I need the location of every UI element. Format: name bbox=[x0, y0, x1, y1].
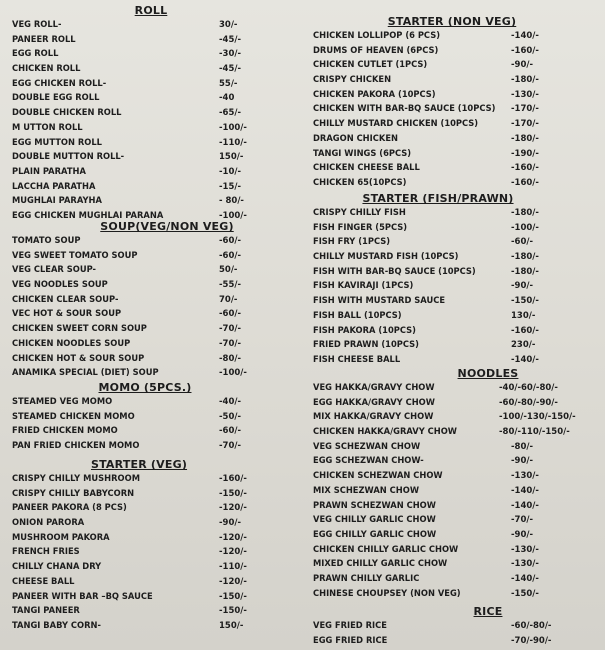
menu-item-name: CHICKEN SCHEZWAN CHOW bbox=[313, 471, 443, 482]
menu-item-name: ONION PARORA bbox=[12, 518, 85, 529]
menu-item bbox=[313, 309, 603, 324]
menu-item bbox=[313, 381, 603, 396]
section-heading: ROLL bbox=[134, 4, 168, 17]
menu-item-name: TOMATO SOUP bbox=[12, 236, 81, 246]
menu-item bbox=[12, 165, 290, 180]
menu-item bbox=[12, 249, 290, 264]
menu-item-price: -70/- bbox=[511, 515, 533, 526]
menu-item-price: -140/- bbox=[511, 573, 539, 584]
menu-item bbox=[12, 604, 290, 619]
menu-item-price: -140/- bbox=[511, 500, 539, 511]
menu-item-price: 150/- bbox=[219, 152, 244, 163]
menu-item-name: CRISPY CHILLY BABYCORN bbox=[12, 488, 135, 499]
menu-item-name: DOUBLE CHICKEN ROLL bbox=[12, 108, 122, 119]
menu-section-roll bbox=[12, 3, 290, 224]
menu-item-name: CHEESE BALL bbox=[12, 576, 75, 587]
menu-item bbox=[313, 265, 603, 280]
menu-item-name: VEG CHILLY GARLIC CHOW bbox=[313, 515, 436, 526]
menu-item-name: ANAMIKA SPECIAL (DIET) SOUP bbox=[12, 368, 159, 379]
menu-item bbox=[313, 29, 603, 44]
menu-item-price: -170/- bbox=[511, 104, 539, 115]
menu-item bbox=[313, 440, 603, 455]
menu-item bbox=[12, 487, 290, 502]
menu-item bbox=[313, 58, 603, 73]
menu-item-price: -80/- bbox=[219, 353, 241, 364]
menu-item bbox=[313, 484, 603, 499]
menu-item-price: -170/- bbox=[511, 119, 539, 130]
menu-item-price: -140/- bbox=[511, 354, 539, 365]
menu-item bbox=[12, 590, 290, 605]
menu-section-noodles bbox=[313, 366, 603, 601]
menu-item bbox=[313, 279, 603, 294]
menu-item bbox=[12, 472, 290, 487]
menu-item-price: -160/- bbox=[511, 177, 539, 188]
menu-item-name: EGG FRIED RICE bbox=[313, 635, 388, 646]
menu-item-price: -120/- bbox=[219, 547, 247, 558]
menu-item bbox=[313, 543, 603, 558]
menu-item-name: CRISPY CHICKEN bbox=[313, 75, 392, 86]
menu-item-name: PANEER PAKORA (8 PCS) bbox=[12, 503, 127, 514]
menu-item-name: MUSHROOM PAKORA bbox=[12, 532, 110, 543]
section-heading: MOMO (5PCS.) bbox=[98, 381, 192, 394]
section-heading: STARTER (NON VEG) bbox=[387, 15, 517, 28]
menu-item bbox=[12, 395, 290, 410]
menu-item bbox=[313, 176, 603, 191]
menu-item bbox=[12, 337, 290, 352]
menu-item bbox=[12, 77, 290, 92]
menu-item-price: 130/- bbox=[511, 310, 536, 321]
menu-item bbox=[12, 410, 290, 425]
menu-item-name: DOUBLE MUTTON ROLL- bbox=[12, 152, 125, 163]
menu-item bbox=[313, 147, 603, 162]
menu-item-price: -55/- bbox=[219, 280, 241, 291]
menu-item bbox=[12, 47, 290, 62]
menu-item bbox=[12, 278, 290, 293]
menu-item-price: -110/- bbox=[219, 137, 247, 148]
menu-item bbox=[313, 117, 603, 132]
menu-item-price: -80/- bbox=[511, 441, 533, 452]
menu-item bbox=[12, 33, 290, 48]
menu-item-name: CHICKEN HOT & SOUR SOUP bbox=[12, 353, 145, 364]
menu-item-name: DRAGON CHICKEN bbox=[313, 133, 398, 144]
menu-item bbox=[313, 221, 603, 236]
menu-item-price: -130/- bbox=[511, 559, 539, 570]
menu-item-name: VEG NOODLES SOUP bbox=[12, 280, 108, 291]
menu-item-name: TANGI WINGS (6PCS) bbox=[313, 148, 412, 159]
menu-item-name: CHICKEN CHEESE BALL bbox=[313, 163, 420, 174]
menu-item-name: VEG ROLL- bbox=[12, 20, 62, 30]
menu-item-price: -110/- bbox=[219, 562, 247, 573]
menu-item-name: CRISPY CHILLY MUSHROOM bbox=[12, 474, 140, 484]
menu-item bbox=[313, 235, 603, 250]
menu-item bbox=[12, 136, 290, 151]
menu-item-price: -65/- bbox=[219, 108, 241, 119]
menu-item-price: -45/- bbox=[219, 64, 241, 75]
menu-item-name: MUGHLAI PARAYHA bbox=[12, 196, 102, 207]
menu-item-price: -180/- bbox=[511, 266, 539, 277]
menu-item bbox=[12, 180, 290, 195]
menu-item-name: FRIED CHICKEN MOMO bbox=[12, 426, 118, 437]
section-heading: STARTER (FISH/PRAWN) bbox=[362, 192, 514, 205]
menu-item-price: -90/- bbox=[511, 456, 533, 467]
menu-item-name: EGG CHICKEN MUGHLAI PARANA bbox=[12, 210, 164, 221]
menu-item-price: -90/- bbox=[511, 60, 533, 71]
menu-item-price: - 80/- bbox=[219, 196, 244, 207]
menu-item bbox=[12, 194, 290, 209]
menu-item-name: CHICKEN CLEAR SOUP- bbox=[12, 294, 119, 305]
menu-item bbox=[12, 531, 290, 546]
menu-item-price: -150/- bbox=[511, 296, 539, 307]
menu-item-name: LACCHA PARATHA bbox=[12, 181, 96, 192]
menu-item-price: -160/- bbox=[511, 325, 539, 336]
menu-item-price: -130/- bbox=[511, 89, 539, 100]
menu-item-price: -120/- bbox=[219, 576, 247, 587]
menu-item-price: -60/- bbox=[219, 309, 241, 320]
menu-item bbox=[12, 424, 290, 439]
menu-item-name: FISH WITH BAR-BQ SAUCE (10PCS) bbox=[313, 266, 476, 277]
menu-item-price: 150/- bbox=[219, 620, 244, 631]
menu-section-starter-veg bbox=[12, 457, 290, 634]
menu-item-price: -100/- bbox=[219, 122, 247, 133]
menu-item bbox=[313, 73, 603, 88]
menu-item bbox=[12, 307, 290, 322]
menu-item-price: -100/- bbox=[511, 222, 539, 233]
menu-item bbox=[12, 263, 290, 278]
menu-item-price: -180/- bbox=[511, 75, 539, 86]
menu-item bbox=[313, 619, 603, 634]
menu-item-price: -150/- bbox=[219, 606, 247, 617]
menu-item-name: PANEER WITH BAR –BQ SAUCE bbox=[12, 591, 153, 602]
menu-item-price: -70/- bbox=[219, 324, 241, 335]
menu-item-price: -10/- bbox=[219, 166, 241, 177]
menu-item-name: CHILLY CHANA DRY bbox=[12, 562, 102, 573]
menu-item bbox=[313, 396, 603, 411]
menu-section-starter-fish-prawn bbox=[313, 191, 603, 368]
menu-item bbox=[12, 322, 290, 337]
menu-item-price: -150/- bbox=[219, 591, 247, 602]
menu-item-name: EGG HAKKA/GRAVY CHOW bbox=[313, 397, 435, 408]
menu-item-name: CHICKEN ROLL bbox=[12, 64, 81, 75]
menu-item-price: -45/- bbox=[219, 34, 241, 45]
menu-item-name: CHINESE CHOUPSEY (NON VEG) bbox=[313, 588, 461, 599]
menu-item-name: FRENCH FRIES bbox=[12, 547, 80, 558]
menu-item-price: -130/- bbox=[511, 471, 539, 482]
menu-section-soup-veg-non-veg bbox=[12, 219, 290, 381]
menu-item bbox=[12, 106, 290, 121]
menu-item-name: VEG SWEET TOMATO SOUP bbox=[12, 250, 138, 261]
menu-item-price: -40/-60/-80/- bbox=[499, 383, 558, 393]
menu-item-price: -180/- bbox=[511, 208, 539, 218]
menu-item-price: -180/- bbox=[511, 133, 539, 144]
menu-item-price: -90/- bbox=[511, 281, 533, 292]
menu-item-name: FISH FINGER (5PCS) bbox=[313, 222, 408, 233]
menu-item bbox=[313, 161, 603, 176]
menu-item bbox=[12, 545, 290, 560]
menu-item-name: EGG CHICKEN ROLL- bbox=[12, 78, 107, 89]
menu-item bbox=[12, 293, 290, 308]
menu-item-name: FISH BALL (10PCS) bbox=[313, 310, 402, 321]
menu-item bbox=[313, 250, 603, 265]
menu-item bbox=[313, 324, 603, 339]
menu-item-price: -60/- bbox=[219, 236, 241, 246]
menu-item-price: -120/- bbox=[219, 503, 247, 514]
menu-item-name: CHICKEN SWEET CORN SOUP bbox=[12, 324, 147, 335]
menu-item-name: FISH CHEESE BALL bbox=[313, 354, 401, 365]
menu-item-name: VEC HOT & SOUR SOUP bbox=[12, 309, 122, 320]
menu-item-name: CHICKEN PAKORA (10PCS) bbox=[313, 89, 436, 100]
menu-item bbox=[313, 132, 603, 147]
menu-item-name: EGG MUTTON ROLL bbox=[12, 137, 102, 148]
menu-item-name: VEG CLEAR SOUP- bbox=[12, 265, 97, 276]
menu-item bbox=[12, 439, 290, 454]
menu-item-name: STEAMED VEG MOMO bbox=[12, 397, 113, 407]
menu-item-price: -100/-130/-150/- bbox=[499, 412, 576, 423]
menu-item-price: -180/- bbox=[511, 252, 539, 263]
section-heading: NOODLES bbox=[457, 367, 519, 380]
menu-item-name: PAN FRIED CHICKEN MOMO bbox=[12, 441, 140, 452]
menu-item-price: -70/-90/- bbox=[511, 635, 552, 646]
menu-item-price: 55/- bbox=[219, 78, 238, 89]
menu-item-name: VEG HAKKA/GRAVY CHOW bbox=[313, 383, 435, 393]
menu-item bbox=[12, 560, 290, 575]
menu-item bbox=[12, 366, 290, 381]
menu-item-name: TANGI PANEER bbox=[12, 606, 80, 617]
section-heading: RICE bbox=[473, 605, 503, 618]
menu-item-price: -60/-80/- bbox=[511, 621, 552, 631]
menu-item-name: FISH KAVIRAJI (1PCS) bbox=[313, 281, 414, 292]
menu-item bbox=[12, 575, 290, 590]
menu-item-price: -60/-80/-90/- bbox=[499, 397, 558, 408]
menu-item bbox=[313, 513, 603, 528]
menu-item bbox=[313, 425, 603, 440]
section-heading: STARTER (VEG) bbox=[90, 458, 188, 471]
menu-item-price: -190/- bbox=[511, 148, 539, 159]
menu-item bbox=[313, 102, 603, 117]
menu-item-name: PLAIN PARATHA bbox=[12, 166, 86, 177]
menu-item-name: PRAWN CHILLY GARLIC bbox=[313, 573, 420, 584]
menu-item-name: TANGI BABY CORN- bbox=[12, 620, 101, 631]
menu-item-price: -120/- bbox=[219, 532, 247, 543]
menu-item-price: -40 bbox=[219, 93, 235, 104]
menu-item bbox=[313, 206, 603, 221]
menu-item-name: PRAWN SCHEZWAN CHOW bbox=[313, 500, 436, 511]
menu-item-name: CHILLY MUSTARD FISH (10PCS) bbox=[313, 252, 459, 263]
menu-item-price: 70/- bbox=[219, 294, 238, 305]
menu-item-price: -60/- bbox=[219, 426, 241, 437]
menu-item-name: EGG SCHEZWAN CHOW- bbox=[313, 456, 424, 467]
menu-item bbox=[12, 352, 290, 367]
menu-section-rice bbox=[313, 604, 603, 648]
menu-item-price: -160/- bbox=[219, 474, 247, 484]
menu-item-name: MIX SCHEZWAN CHOW bbox=[313, 485, 420, 496]
menu-item-name: FRIED PRAWN (10PCS) bbox=[313, 340, 419, 351]
menu-item-name: FISH PAKORA (10PCS) bbox=[313, 325, 416, 336]
menu-item bbox=[313, 454, 603, 469]
menu-item-price: 50/- bbox=[219, 265, 238, 276]
menu-item-price: 30/- bbox=[219, 20, 238, 30]
menu-item bbox=[313, 294, 603, 309]
menu-item-name: CRISPY CHILLY FISH bbox=[313, 208, 406, 218]
menu-item bbox=[313, 499, 603, 514]
menu-item bbox=[313, 44, 603, 59]
menu-item-price: -70/- bbox=[219, 441, 241, 452]
menu-item-price: -40/- bbox=[219, 397, 241, 407]
menu-item-name: CHICKEN CHILLY GARLIC CHOW bbox=[313, 544, 459, 555]
menu-item-name: CHILLY MUSTARD CHICKEN (10PCS) bbox=[313, 119, 479, 130]
menu-item-name: CHICKEN CUTLET (1PCS) bbox=[313, 60, 428, 71]
menu-section-momo-5pcs bbox=[12, 380, 290, 454]
menu-item bbox=[313, 338, 603, 353]
section-heading: SOUP(VEG/NON VEG) bbox=[100, 220, 234, 233]
menu-item-name: CHICKEN HAKKA/GRAVY CHOW bbox=[313, 427, 457, 438]
menu-item-price: -90/- bbox=[219, 518, 241, 529]
menu-item-name: EGG CHILLY GARLIC CHOW bbox=[313, 529, 437, 540]
menu-item bbox=[12, 62, 290, 77]
menu-item bbox=[12, 501, 290, 516]
menu-item-price: -100/- bbox=[219, 210, 247, 221]
menu-item-price: -140/- bbox=[511, 485, 539, 496]
menu-item bbox=[12, 150, 290, 165]
menu-item-name: MIXED CHILLY GARLIC CHOW bbox=[313, 559, 448, 570]
menu-item bbox=[12, 121, 290, 136]
menu-item-price: -160/- bbox=[511, 45, 539, 56]
menu-item-price: -70/- bbox=[219, 338, 241, 349]
menu-item-price: -60/- bbox=[219, 250, 241, 261]
menu-item-name: FISH WITH MUSTARD SAUCE bbox=[313, 296, 446, 307]
menu-item-price: -150/- bbox=[511, 588, 539, 599]
menu-item-name: CHICKEN 65(10PCS) bbox=[313, 177, 407, 188]
menu-item-name: DOUBLE EGG ROLL bbox=[12, 93, 100, 104]
menu-item-name: DRUMS OF HEAVEN (6PCS) bbox=[313, 45, 439, 56]
menu-item-name: VEG SCHEZWAN CHOW bbox=[313, 441, 421, 452]
menu-item-name: CHICKEN LOLLIPOP (6 PCS) bbox=[313, 31, 441, 41]
menu-item-name: M UTTON ROLL bbox=[12, 122, 83, 133]
menu-item bbox=[12, 516, 290, 531]
menu-item bbox=[313, 88, 603, 103]
menu-item bbox=[12, 234, 290, 249]
menu-item-price: -90/- bbox=[511, 529, 533, 540]
menu-item-name: STEAMED CHICKEN MOMO bbox=[12, 411, 135, 422]
menu-item bbox=[12, 91, 290, 106]
menu-item-price: -50/- bbox=[219, 411, 241, 422]
menu-item-name: VEG FRIED RICE bbox=[313, 621, 387, 631]
menu-item bbox=[313, 572, 603, 587]
menu-item bbox=[313, 410, 603, 425]
menu-item-name: CHICKEN WITH BAR-BQ SAUCE (10PCS) bbox=[313, 104, 496, 115]
menu-item-price: -15/- bbox=[219, 181, 241, 192]
menu-item-price: -80/-110/-150/- bbox=[499, 427, 570, 438]
menu-item-price: 230/- bbox=[511, 340, 536, 351]
menu-item-price: -100/- bbox=[219, 368, 247, 379]
menu-item-name: PANEER ROLL bbox=[12, 34, 76, 45]
menu-item bbox=[313, 469, 603, 484]
menu-item-price: -130/- bbox=[511, 544, 539, 555]
menu-item-price: -150/- bbox=[219, 488, 247, 499]
menu-item-name: MIX HAKKA/GRAVY CHOW bbox=[313, 412, 434, 423]
menu-item bbox=[12, 18, 290, 33]
menu-item-price: -30/- bbox=[219, 49, 241, 60]
menu-item bbox=[313, 634, 603, 649]
menu-item bbox=[313, 587, 603, 602]
menu-item bbox=[313, 557, 603, 572]
menu-item-name: EGG ROLL bbox=[12, 49, 59, 60]
menu-item-price: -60/- bbox=[511, 237, 533, 248]
menu-item bbox=[313, 528, 603, 543]
menu-item-price: -140/- bbox=[511, 31, 539, 41]
menu-item-name: FISH FRY (1PCS) bbox=[313, 237, 391, 248]
menu-item-price: -160/- bbox=[511, 163, 539, 174]
menu-item-name: CHICKEN NOODLES SOUP bbox=[12, 338, 131, 349]
menu-section-starter-non-veg bbox=[313, 14, 603, 191]
menu-item bbox=[12, 619, 290, 634]
